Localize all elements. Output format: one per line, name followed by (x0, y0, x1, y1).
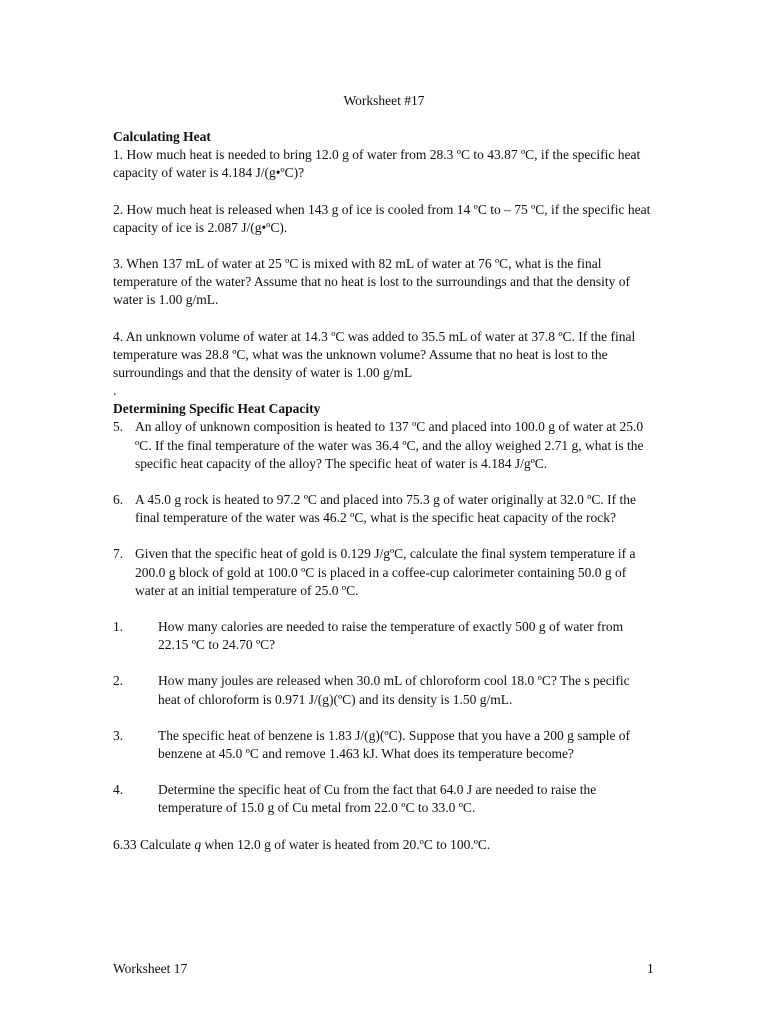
page-title: Worksheet #17 (343, 93, 425, 108)
question-number: 5. (113, 419, 124, 435)
question-text: An alloy of unknown composition is heated to 137 ºC and placed into 100.0 g of water at 25.0 ºC. If the final temperature of the water was 36.4 ºC, and the alloy weighed 2.71 g, what is the specific heat capacity of the alloy? The specific heat of water is 4.184 J/gºC. (135, 419, 644, 471)
question-text: A 45.0 g rock is heated to 97.2 ºC and placed into 75.3 g of water originally at 32.0 ºC. If the final temperature of the water was 46.2 ºC, what is the specific heat capacity of the rock? (135, 492, 637, 526)
question-prefix: 6.33 Calculate (113, 836, 195, 852)
question-text: The specific heat of benzene is 1.83 J/(g)(ºC). Suppose that you have a 200 g sample of benzene at 45.0 ºC and remove 1.463 kJ. What does its temperature become? (158, 727, 631, 762)
trailing-mark: . (113, 383, 117, 399)
question-number: 2. (113, 673, 124, 689)
question-number: 3. (113, 727, 124, 743)
question-suffix: when 12.0 g of water is heated from 20.ºC to 100.ºC. (201, 836, 491, 852)
question-text: Determine the specific heat of Cu from the fact that 64.0 J are needed to raise the temperature of 15.0 g of Cu metal from 22.0 ºC to 33.0 ºC. (158, 782, 597, 816)
question-number: 1. (113, 619, 124, 635)
question-number: 4. (113, 782, 124, 798)
question-2: 2. How much heat is released when 143 g of ice is cooled from 14 ºC to – 75 ºC, if the specific heat capacity of ice is 2.087 J/(g•ºC). (113, 201, 651, 235)
footer-title: Worksheet 17 (113, 961, 188, 976)
question-extra-3 (113, 727, 653, 763)
question-4: 4. An unknown volume of water at 14.3 ºC was added to 35.5 mL of water at 37.8 ºC. If the final temperature was 28.8 ºC, what was the unknown volume? Assume that no heat is lost to the surroundings and that the density of water is 1.00 g/mL (113, 328, 636, 381)
question-extra-2 (113, 672, 653, 708)
question-1: 1. How much heat is needed to bring 12.0 g of water from 28.3 ºC to 43.87 ºC, if the specific heat capacity of water is 4.184 J/(g•ºC)? (113, 147, 641, 181)
question-5 (113, 418, 653, 473)
question-text: How many joules are released when 30.0 mL of chloroform cool 18.0 ºC? The s pecific heat of chloroform is 0.971 J/(g)(ºC) and its density is 1.50 g/mL. (158, 673, 630, 707)
question-6-33 (113, 836, 653, 854)
question-3: 3. When 137 mL of water at 25 ºC is mixed with 82 mL of water at 76 ºC, what is the final temperature of the water? Assume that no heat is lost to the surroundings and that the density of water is 1.00 g/mL. (113, 256, 631, 308)
variable-q: q (194, 836, 202, 852)
question-text: How many calories are needed to raise the temperature of exactly 500 g of water from 22.15 ºC to 24.70 ºC? (158, 619, 624, 653)
question-extra-4 (113, 781, 653, 817)
question-text: Given that the specific heat of gold is 0.129 J/gºC, calculate the final system temperature if a 200.0 g block of gold at 100.0 ºC is placed in a coffee-cup calorimeter containing 50.0 g of water at an initial temperature of 25.0 ºC. (135, 546, 636, 598)
question-6 (113, 491, 653, 527)
page-number: 1 (647, 961, 654, 976)
section-heading-specific-heat: Determining Specific Heat Capacity (113, 401, 321, 417)
question-7 (113, 545, 653, 600)
question-number: 6. (113, 492, 124, 508)
section-heading-calculating-heat: Calculating Heat (113, 129, 211, 144)
question-extra-1 (113, 618, 653, 654)
worksheet-content (113, 128, 653, 854)
question-number: 7. (113, 546, 124, 562)
